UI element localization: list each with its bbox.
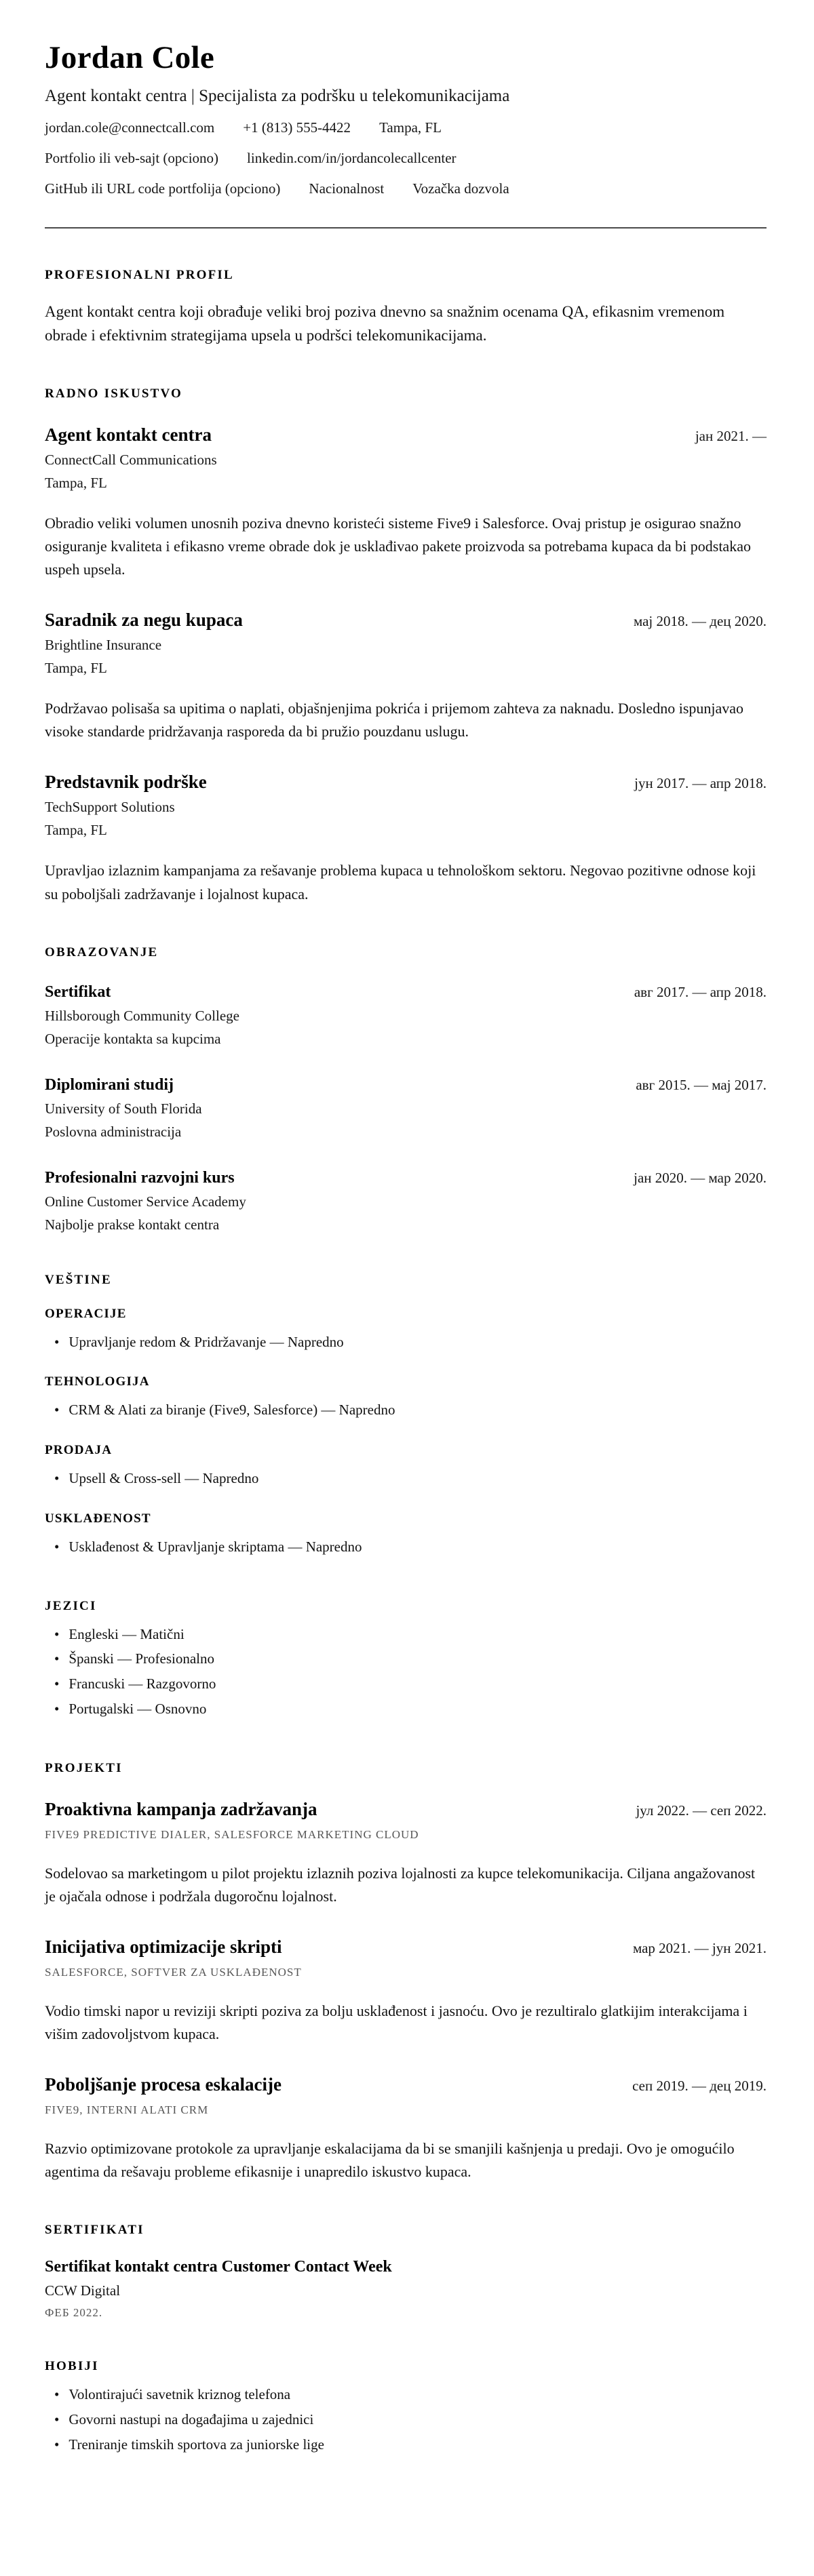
- skill-item: • Upsell & Cross-sell — Napredno: [45, 1466, 767, 1491]
- section-heading-hobbies: HOBIJI: [45, 2359, 99, 2374]
- job-company: ConnectCall Communications: [45, 452, 217, 468]
- headline: Agent kontakt centra | Specijalista za podršku u telekomunikacijama: [45, 87, 510, 105]
- language-item: • Engleski — Matični: [45, 1622, 767, 1647]
- skill-category: PRODAJA: [45, 1443, 113, 1458]
- job-title: Predstavnik podrške: [45, 772, 207, 793]
- project-title: Poboljšanje procesa eskalacije: [45, 2074, 282, 2095]
- job-date: јан 2021. —: [695, 428, 767, 444]
- hobby-list: [45, 2382, 767, 2457]
- education-date: авг 2017. — апр 2018.: [634, 983, 767, 1000]
- skill-item: • Upravljanje redom & Pridržavanje — Napredno: [45, 1330, 767, 1355]
- project-title: Proaktivna kampanja zadržavanja: [45, 1798, 317, 1819]
- hobby-item: • Govorni nastupi na događajima u zajednici: [45, 2407, 767, 2432]
- skill-list: [45, 1330, 767, 1355]
- section-heading-languages: JEZICI: [45, 1598, 97, 1613]
- job-location: Tampa, FL: [45, 822, 107, 839]
- project-tech: SALESFORCE, SOFTVER ZA USKLAĐENOST: [45, 1965, 302, 1979]
- section-heading-skills: VEŠTINE: [45, 1272, 112, 1287]
- degree-title: Profesionalni razvojni kurs: [45, 1168, 235, 1187]
- contact-portfolio: Portfolio ili veb-sajt (opciono): [45, 150, 219, 166]
- job-description: Upravljao izlaznim kampanjama za rešavanje problema kupaca u tehnološkom sektoru. Negovao pozitivne odnose koji su poboljšali zadržavanje i lojalnost kupaca.: [45, 862, 756, 903]
- school-name: Hillsborough Community College: [45, 1007, 239, 1024]
- section-projects: [45, 1761, 767, 2184]
- skill-item: • Usklađenost & Upravljanje skriptama — Napredno: [45, 1534, 767, 1560]
- school-name: University of South Florida: [45, 1100, 202, 1117]
- language-item: • Francuski — Razgovorno: [45, 1671, 767, 1697]
- project-entry: [45, 1799, 767, 1908]
- job-description: Podržavao polisaša sa upitima o naplati, objašnjenjima pokrića i prijemom zahteva za naknadu. Dosledno ispunjavao visoke standarde pridržavanja rasporeda da bi pružio pouzdanu uslugu.: [45, 700, 744, 740]
- field-of-study: Najbolje prakse kontakt centra: [45, 1216, 220, 1233]
- contact-location: Tampa, FL: [379, 119, 442, 136]
- skill-group: [45, 1307, 767, 1355]
- job-title: Agent kontakt centra: [45, 424, 212, 445]
- job-entry: [45, 772, 767, 905]
- project-date: мар 2021. — јун 2021.: [632, 1939, 767, 1956]
- degree-title: Diplomirani studij: [45, 1075, 174, 1094]
- job-company: TechSupport Solutions: [45, 799, 175, 816]
- contact-row-3: [45, 180, 767, 197]
- job-date: јун 2017. — апр 2018.: [634, 775, 767, 792]
- section-languages: [45, 1599, 767, 1722]
- hobby-item: • Volontirajući savetnik kriznog telefona: [45, 2382, 767, 2407]
- contact-driving-license: Vozačka dozvola: [412, 180, 509, 197]
- school-name: Online Customer Service Academy: [45, 1193, 246, 1210]
- education-entry: [45, 983, 767, 1048]
- section-heading-profile: PROFESIONALNI PROFIL: [45, 268, 234, 282]
- education-date: авг 2015. — мај 2017.: [636, 1076, 767, 1093]
- skill-list: [45, 1534, 767, 1560]
- certificate-name: Sertifikat kontakt centra Customer Contact Week: [45, 2258, 392, 2276]
- language-item: • Portugalski — Osnovno: [45, 1697, 767, 1722]
- project-entry: [45, 1937, 767, 2046]
- education-date: јан 2020. — мар 2020.: [634, 1169, 767, 1186]
- certificate-issuer: CCW Digital: [45, 2282, 121, 2299]
- job-company: Brightline Insurance: [45, 637, 162, 654]
- section-hobbies: [45, 2359, 767, 2457]
- section-profile: [45, 268, 767, 347]
- certificate-date: ФЕБ 2022.: [45, 2306, 103, 2320]
- section-certificates: [45, 2223, 767, 2320]
- contact-email: jordan.cole@connectcall.com: [45, 119, 215, 136]
- job-title: Saradnik za negu kupaca: [45, 610, 243, 631]
- contact-linkedin: linkedin.com/in/jordancolecallcenter: [247, 150, 457, 166]
- section-experience: [45, 387, 767, 906]
- education-entry: [45, 1076, 767, 1141]
- contact-row-2: [45, 150, 767, 167]
- job-header: [45, 424, 767, 445]
- skill-group: [45, 1511, 767, 1560]
- education-header: [45, 983, 767, 1002]
- skill-category: TEHNOLOGIJA: [45, 1374, 150, 1389]
- project-header: [45, 1937, 767, 1958]
- skill-item: • CRM & Alati za biranje (Five9, Salesforce) — Napredno: [45, 1398, 767, 1423]
- skill-list: [45, 1466, 767, 1491]
- contact-phone: +1 (813) 555-4422: [243, 119, 351, 136]
- project-description: Sodelovao sa marketingom u pilot projektu izlaznih poziva lojalnosti za kupce telekomunikacija. Ciljana angažovanost je ojačala odnose i podržala dugoročnu lojalnost.: [45, 1864, 756, 1905]
- section-education: [45, 945, 767, 1233]
- profile-text: Agent kontakt centra koji obrađuje veliki broj poziva dnevno sa snažnim ocenama QA, efikasnim vremenom obrade i efektivnim strategijama upsela u podršci telekomunikacijama.: [45, 303, 725, 344]
- project-description: Vodio timski napor u reviziji skripti poziva za bolju usklađenost i jasnoću. Ovo je rezultiralo glatkijim interakcijama i višim zadovoljstvom kupaca.: [45, 2002, 748, 2042]
- job-description: Obradio veliki volumen unosnih poziva dnevno koristeći sisteme Five9 i Salesforce. Ovaj pristup je osigurao snažno osiguranje kvaliteta i efikasno vreme obrade dok je usklađivao pakete proizvoda sa potrebama kupaca da bi podstakao uspeh upsela.: [45, 515, 751, 578]
- education-header: [45, 1169, 767, 1187]
- project-date: јул 2022. — сеп 2022.: [636, 1802, 767, 1819]
- resume-header: [45, 39, 767, 197]
- project-header: [45, 1799, 767, 1820]
- project-title: Inicijativa optimizacije skripti: [45, 1936, 282, 1957]
- contact-row-1: [45, 119, 767, 136]
- project-header: [45, 2074, 767, 2095]
- section-heading-projects: PROJEKTI: [45, 1760, 123, 1775]
- language-item: • Španski — Profesionalno: [45, 1646, 767, 1671]
- project-description: Razvio optimizovane protokole za upravljanje eskalacijama da bi se smanjili kašnjenja u predaji. Ovo je omogućilo agentima da rešavaju probleme efikasnije i unapredilo iskustvo kupaca.: [45, 2140, 735, 2181]
- project-date: сеп 2019. — дец 2019.: [632, 2078, 767, 2095]
- contact-nationality: Nacionalnost: [309, 180, 385, 197]
- job-location: Tampa, FL: [45, 660, 107, 677]
- section-heading-experience: RADNO ISKUSTVO: [45, 387, 183, 401]
- project-entry: [45, 2074, 767, 2183]
- job-entry: [45, 424, 767, 581]
- section-skills: [45, 1273, 767, 1560]
- job-header: [45, 772, 767, 793]
- job-header: [45, 610, 767, 631]
- section-heading-education: OBRAZOVANJE: [45, 945, 159, 959]
- field-of-study: Operacije kontakta sa kupcima: [45, 1030, 221, 1047]
- header-divider: [45, 227, 767, 229]
- hobby-item: • Treniranje timskih sportova za juniorske lige: [45, 2432, 767, 2457]
- project-tech: FIVE9 PREDICTIVE DIALER, SALESFORCE MARKETING CLOUD: [45, 1827, 419, 1841]
- certificate-entry: [45, 2258, 767, 2320]
- education-header: [45, 1076, 767, 1094]
- field-of-study: Poslovna administracija: [45, 1123, 182, 1140]
- skill-group: [45, 1374, 767, 1423]
- skill-category: OPERACIJE: [45, 1306, 127, 1321]
- degree-title: Sertifikat: [45, 983, 111, 1001]
- job-location: Tampa, FL: [45, 475, 107, 491]
- skill-group: [45, 1443, 767, 1491]
- project-tech: FIVE9, INTERNI ALATI CRM: [45, 2103, 209, 2117]
- job-date: мај 2018. — дец 2020.: [633, 613, 767, 630]
- skill-category: USKLAĐENOST: [45, 1511, 151, 1526]
- language-list: [45, 1622, 767, 1722]
- contact-github: GitHub ili URL code portfolija (opciono): [45, 180, 281, 197]
- section-heading-certificates: SERTIFIKATI: [45, 2223, 144, 2238]
- name: Jordan Cole: [45, 40, 215, 75]
- education-entry: [45, 1169, 767, 1233]
- job-entry: [45, 610, 767, 743]
- skill-list: [45, 1398, 767, 1423]
